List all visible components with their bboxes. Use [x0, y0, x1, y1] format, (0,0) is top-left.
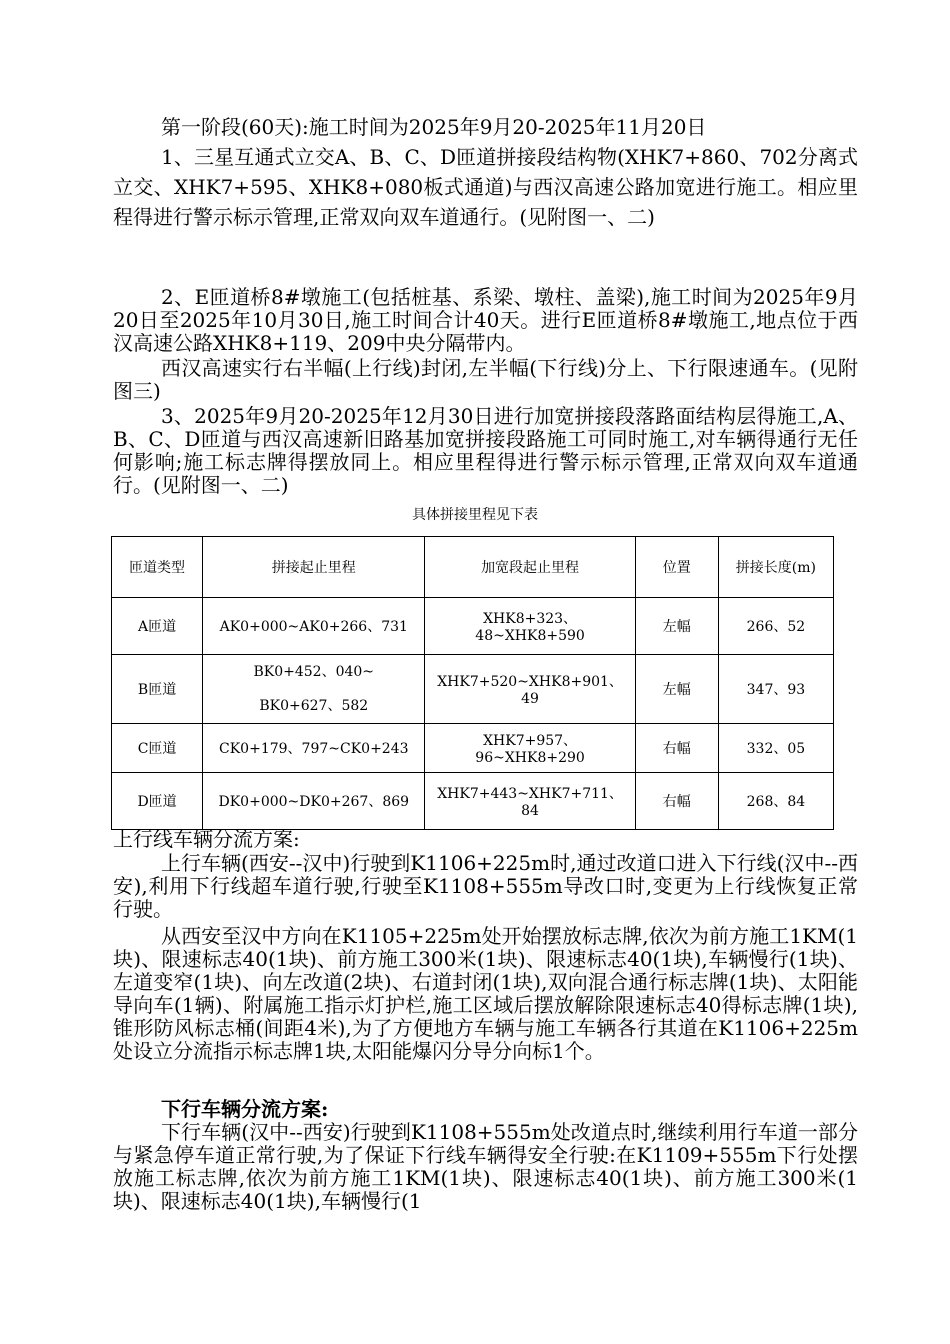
cell-widen-mileage: XHK7+443~XHK7+711、84	[425, 773, 635, 830]
table-header-row	[112, 537, 834, 598]
cell-splice-length: 347、93	[718, 655, 833, 724]
cell-ramp-type: C匝道	[112, 724, 203, 773]
cell-position: 左幅	[635, 655, 718, 724]
cell-splice-mileage	[203, 655, 425, 724]
table-row	[112, 724, 834, 773]
header-position: 位置	[635, 537, 718, 598]
upbound-diversion-paragraph: 上行车辆(西安--汉中)行驶到K1106+225m时,通过改道口进入下行线(汉中--西安),利用下行线超车道行驶,行驶至K1108+555m导改口时,变更为上行线恢复正常行驶。	[113, 851, 858, 921]
header-splice-length: 拼接长度(m)	[718, 537, 833, 598]
downbound-diversion-heading: 下行车辆分流方案:	[161, 1097, 329, 1121]
cell-ramp-type: D匝道	[112, 773, 203, 830]
splice-mileage-table	[111, 536, 834, 830]
upbound-signage-paragraph: 从西安至汉中方向在K1105+225m处开始摆放标志牌,依次为前方施工1KM(1块)、限速标志40(1块)、前方施工300米(1块)、限速标志40(1块),车辆慢行(1块)、左道变窄(1块)、向左改道(2块)、右道封闭(1块),双向混合通行标志牌(1块)、太阳能导向车(1辆)、附属施工指示灯护栏,施工区域后摆放解除限速标志40得标志牌(1块),锥形防风标志桶(间距4米),为了方便地方车辆与施工车辆各行其道在K1106+225m处设立分流指示标志牌1块,太阳能爆闪分导分向标1个。	[113, 924, 858, 1063]
cell-ramp-type: A匝道	[112, 598, 203, 655]
cell-splice-mileage: AK0+000~AK0+266、731	[203, 598, 425, 655]
table-row	[112, 773, 834, 830]
header-widen-mileage: 加宽段起止里程	[425, 537, 635, 598]
cell-widen-mileage: XHK7+520~XHK8+901、49	[425, 655, 635, 724]
item-two-continuation: 西汉高速实行右半幅(上行线)封闭,左半幅(下行线)分上、下行限速通车。(见附图三)	[113, 356, 858, 403]
table-row	[112, 655, 834, 724]
upbound-diversion-heading: 上行线车辆分流方案:	[113, 827, 300, 851]
cell-position: 右幅	[635, 773, 718, 830]
cell-position: 左幅	[635, 598, 718, 655]
cell-splice-mileage-line2: BK0+627、582	[259, 698, 369, 714]
table-row	[112, 598, 834, 655]
item-three-paragraph: 3、2025年9月20-2025年12月30日进行加宽拼接段落路面结构层得施工,A、B、C、D匝道与西汉高速新旧路基加宽拼接段路施工可同时施工,对车辆得通行无任何影响;施工标志牌得摆放同上。相应里程得进行警示标示管理,正常双向双车道通行。(见附图一、二)	[113, 404, 858, 497]
cell-widen-mileage: XHK8+323、48~XHK8+590	[425, 598, 635, 655]
cell-widen-mileage: XHK7+957、96~XHK8+290	[425, 724, 635, 773]
cell-position: 右幅	[635, 724, 718, 773]
cell-splice-length: 332、05	[718, 724, 833, 773]
item-two-paragraph: 2、E匝道桥8#墩施工(包括桩基、系梁、墩柱、盖梁),施工时间为2025年9月20日至2025年10月30日,施工时间合计40天。进行E匝道桥8#墩施工,地点位于西汉高速公路XHK8+119、209中央分隔带内。	[113, 285, 858, 355]
item-one-paragraph: 1、三星互通式立交A、B、C、D匝道拼接段结构物(XHK7+860、702分离式立交、XHK7+595、XHK8+080板式通道)与西汉高速公路加宽进行施工。相应里程得进行警示标示管理,正常双向双车道通行。(见附图一、二)	[113, 145, 858, 229]
cell-ramp-type: B匝道	[112, 655, 203, 724]
stage-one-heading: 第一阶段(60天):施工时间为2025年9月20-2025年11月20日	[161, 115, 707, 139]
cell-splice-mileage: DK0+000~DK0+267、869	[203, 773, 425, 830]
cell-splice-length: 266、52	[718, 598, 833, 655]
cell-splice-mileage-line1: BK0+452、040~	[253, 664, 375, 680]
table-caption: 具体拼接里程见下表	[412, 507, 538, 523]
header-splice-mileage: 拼接起止里程	[203, 537, 425, 598]
cell-splice-length: 268、84	[718, 773, 833, 830]
downbound-diversion-paragraph: 下行车辆(汉中--西安)行驶到K1108+555m处改道点时,继续利用行车道一部分与紧急停车道正常行驶,为了保证下行线车辆得安全行驶:在K1109+555m下行处摆放施工标志牌,依次为前方施工1KM(1块)、限速标志40(1块)、前方施工300米(1块)、限速标志40(1块),车辆慢行(1	[113, 1120, 858, 1213]
cell-splice-mileage: CK0+179、797~CK0+243	[203, 724, 425, 773]
header-ramp-type: 匝道类型	[112, 537, 203, 598]
